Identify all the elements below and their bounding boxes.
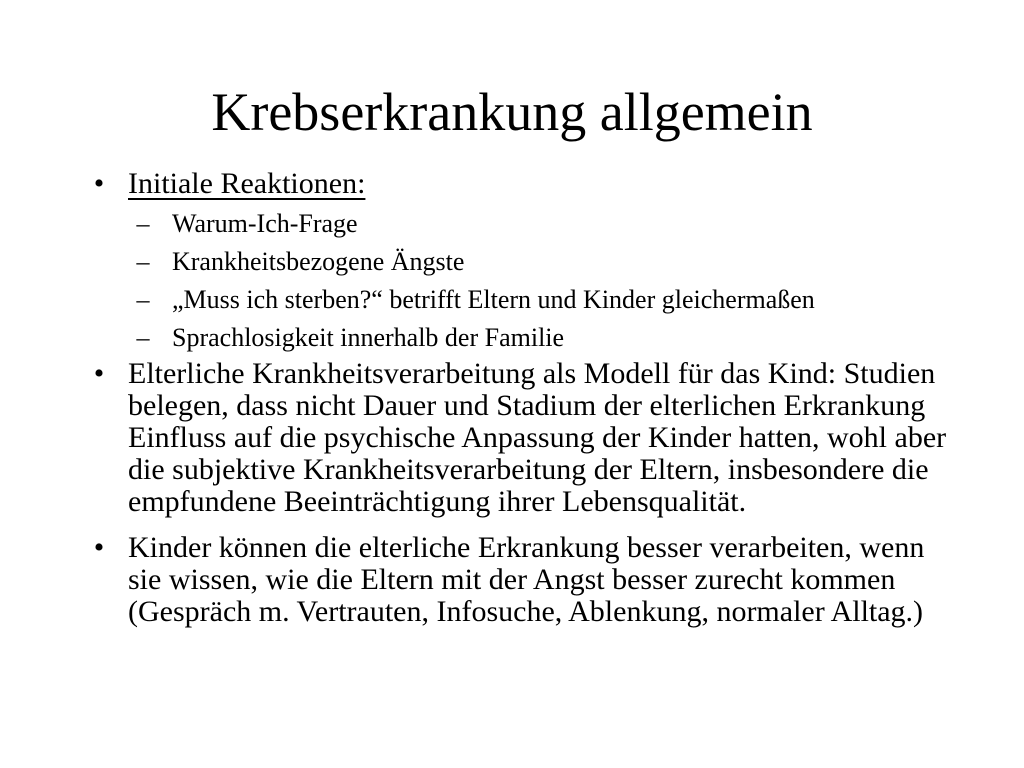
- bullet-icon: •: [93, 531, 105, 564]
- slide-content: [84, 168, 964, 628]
- sub-bullet-item: [128, 323, 964, 352]
- sub-bullet-item: [128, 285, 964, 314]
- bullet-item-children-coping: [84, 532, 964, 628]
- sub-bullet-item: [128, 247, 964, 276]
- slide-title: Krebserkrankung allgemein: [211, 82, 813, 142]
- sub-bullet-list: [128, 209, 964, 352]
- dash-icon: –: [136, 209, 150, 238]
- sub-bullet-text: Krankheitsbezogene Ängste: [172, 247, 465, 276]
- sub-bullet-text: Warum-Ich-Frage: [172, 209, 358, 238]
- dash-icon: –: [136, 323, 150, 352]
- bullet-text: Initiale Reaktionen:: [128, 167, 366, 200]
- sub-bullet-text: „Muss ich sterben?“ betrifft Eltern und Kinder gleichermaßen: [172, 285, 815, 314]
- bullet-item-initial-reactions: [84, 168, 964, 200]
- dash-icon: –: [136, 247, 150, 276]
- bullet-icon: •: [93, 357, 105, 390]
- bullet-text: Elterliche Krankheitsverarbeitung als Modell für das Kind: Studien belegen, dass nicht Dauer und Stadium der elterlichen Erkrankung Einfluss auf die psychische Anpassung der Kinder hatten, wohl aber die subjektive Krankheitsverarbeitung der Eltern, insbesondere die empfundene Beeinträchtigung ihrer Lebensqualität.: [128, 357, 947, 518]
- bullet-item-parental-coping: [84, 358, 964, 518]
- bullet-text: Kinder können die elterliche Erkrankung besser verarbeiten, wenn sie wissen, wie die Eltern mit der Angst besser zurecht kommen (Gespräch m. Vertrauten, Infosuche, Ablenkung, normaler Alltag.): [128, 531, 925, 628]
- sub-bullet-item: [128, 209, 964, 238]
- bullet-icon: •: [93, 167, 105, 200]
- sub-bullet-text: Sprachlosigkeit innerhalb der Familie: [172, 323, 565, 352]
- dash-icon: –: [136, 285, 150, 314]
